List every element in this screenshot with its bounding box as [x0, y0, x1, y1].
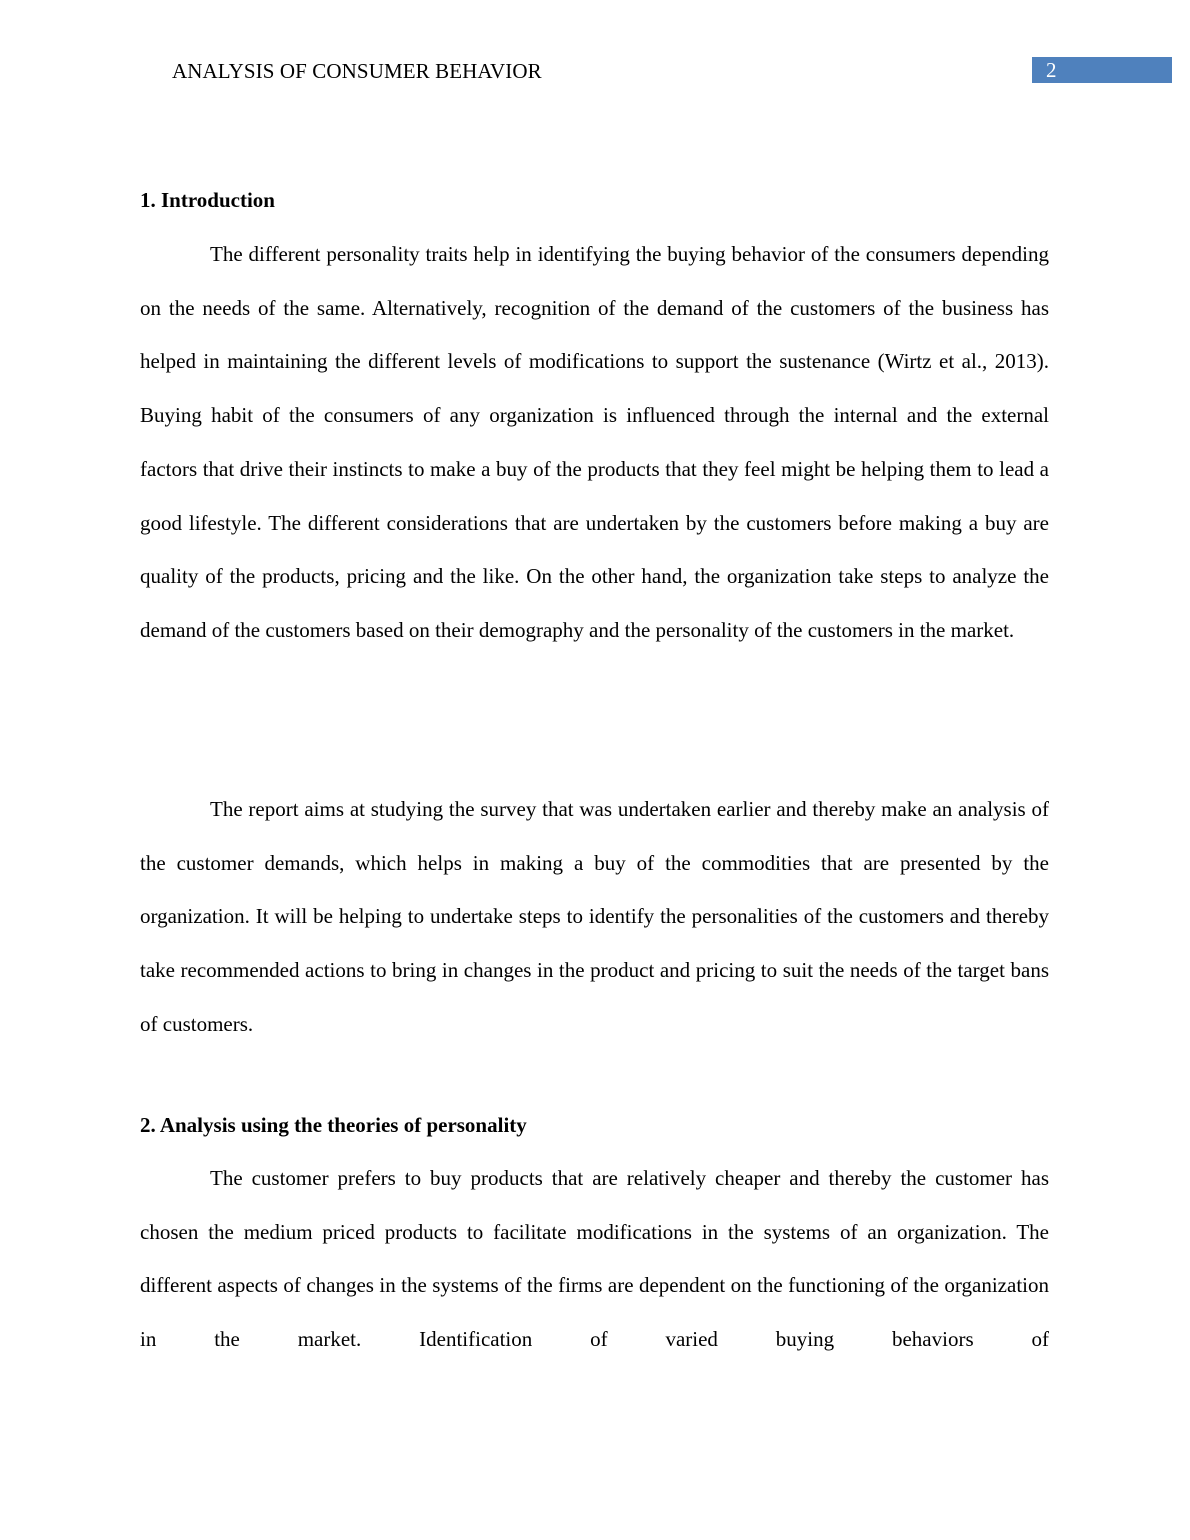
- section-heading: 1. Introduction: [140, 188, 275, 212]
- body-paragraph: The customer prefers to buy products that are relatively cheaper and thereby the customer has chosen the medium priced products to facilitate modifications in the systems of an organization. The different aspects of changes in the systems of the firms are dependent on the functioning of the organization in the market. Identification of varied buying behaviors of: [140, 1166, 1049, 1352]
- section-introduction-heading-wrap: [140, 186, 1049, 214]
- body-paragraph: The different personality traits help in identifying the buying behavior of the consumers depending on the needs of the same. Alternatively, recognition of the demand of the customers of the business has helped in maintaining the different levels of modifications to support the sustenance (Wirtz et al., 2013). Buying habit of the consumers of any organization is influenced through the internal and the external factors that drive their instincts to make a buy of the products that they feel might be helping them to lead a good lifestyle. The different considerations that are undertaken by the customers before making a buy are quality of the products, pricing and the like. On the other hand, the organization take steps to analyze the demand of the customers based on their demography and the personality of the customers in the market.: [140, 242, 1049, 642]
- section-introduction-paragraph-2-wrap: [140, 783, 1049, 1052]
- section-heading: 2. Analysis using the theories of personality: [140, 1113, 527, 1137]
- page-number-badge: [1032, 57, 1172, 83]
- section-analysis-heading-wrap: [140, 1111, 1049, 1139]
- page-number: 2: [1046, 58, 1057, 82]
- body-paragraph: The report aims at studying the survey that was undertaken earlier and thereby make an analysis of the customer demands, which helps in making a buy of the commodities that are presented by the organization. It will be helping to undertake steps to identify the personalities of the customers and thereby take recommended actions to bring in changes in the product and pricing to suit the needs of the target bans of customers.: [140, 797, 1049, 1036]
- running-head: ANALYSIS OF CONSUMER BEHAVIOR: [172, 59, 542, 83]
- section-analysis-paragraph-1-wrap: [140, 1152, 1049, 1367]
- section-introduction-paragraph-1-wrap: [140, 228, 1049, 658]
